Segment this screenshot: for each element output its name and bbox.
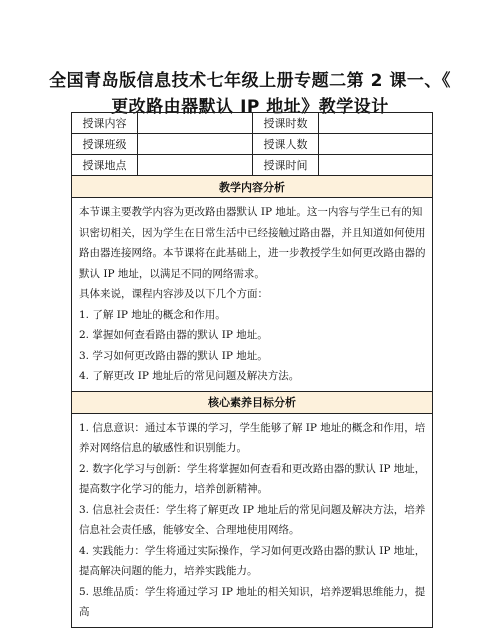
section-heading: 核心素养目标分析 bbox=[72, 391, 433, 413]
document-title-line-2: 更改路由器默认 IP 地址》教学设计 bbox=[111, 97, 389, 117]
label-class: 授课班级 bbox=[72, 134, 138, 155]
info-row-class bbox=[72, 134, 433, 155]
section-body-core-literacy bbox=[72, 413, 433, 627]
value-location bbox=[138, 155, 253, 176]
value-time bbox=[319, 155, 433, 176]
value-student-count bbox=[319, 134, 433, 155]
list-item: 4. 了解更改 IP 地址后的常见问题及解决方法。 bbox=[79, 370, 300, 382]
label-lesson-hours: 授课时数 bbox=[253, 113, 319, 134]
paragraph: 具体来说，课程内容涉及以下几个方面： bbox=[79, 288, 268, 300]
value-lesson-hours bbox=[319, 113, 433, 134]
section-body-content-analysis bbox=[72, 198, 433, 392]
info-row-content bbox=[72, 113, 433, 134]
paragraph: 本节课主要教学内容为更改路由器默认 IP 地址。这一内容与学生已有的知识密切相关，因为学生在日常生活中已经接触过路由器，并且知道如何使用路由器连接网络。本节课将在此基础上，进一步教授学生如何更改路由器的默认 IP 地址，以满足不同的网络需求。 bbox=[79, 206, 426, 280]
section-heading: 教学内容分析 bbox=[72, 176, 433, 198]
info-row-location bbox=[72, 155, 433, 176]
label-location: 授课地点 bbox=[72, 155, 138, 176]
value-class bbox=[138, 134, 253, 155]
label-lesson-content: 授课内容 bbox=[72, 113, 138, 134]
list-item: 1. 了解 IP 地址的概念和作用。 bbox=[79, 308, 226, 321]
value-lesson-content bbox=[138, 113, 253, 134]
label-time: 授课时间 bbox=[253, 155, 319, 176]
list-item: 4. 实践能力：学生将通过实际操作，学习如何更改路由器的默认 IP 地址，提高解决问题的能力，培养实践能力。 bbox=[79, 544, 426, 577]
list-item: 3. 信息社会责任：学生将了解更改 IP 地址后的常见问题及解决方法，培养信息社会责任感，能够安全、合理地使用网络。 bbox=[79, 503, 426, 536]
list-item: 3. 学习如何更改路由器的默认 IP 地址。 bbox=[79, 349, 268, 362]
document-title-line-1: 全国青岛版信息技术七年级上册专题二第 2 课一、《 bbox=[49, 71, 451, 91]
lesson-plan-table bbox=[71, 112, 433, 628]
list-item: 2. 掌握如何查看路由器的默认 IP 地址。 bbox=[79, 329, 268, 341]
list-item: 1. 信息意识：通过本节课的学习，学生能够了解 IP 地址的概念和作用，培养对网络信息的敏感性和识别能力。 bbox=[79, 421, 426, 454]
section-header-content-analysis bbox=[72, 176, 433, 198]
label-student-count: 授课人数 bbox=[253, 134, 319, 155]
list-item: 2. 数字化学习与创新：学生将掌握如何查看和更改路由器的默认 IP 地址，提高数字化学习的能力，培养创新精神。 bbox=[79, 462, 426, 495]
section-header-core-literacy bbox=[72, 391, 433, 413]
list-item: 5. 思维品质：学生将通过学习 IP 地址的相关知识，培养逻辑思维能力，提高 bbox=[79, 585, 426, 618]
